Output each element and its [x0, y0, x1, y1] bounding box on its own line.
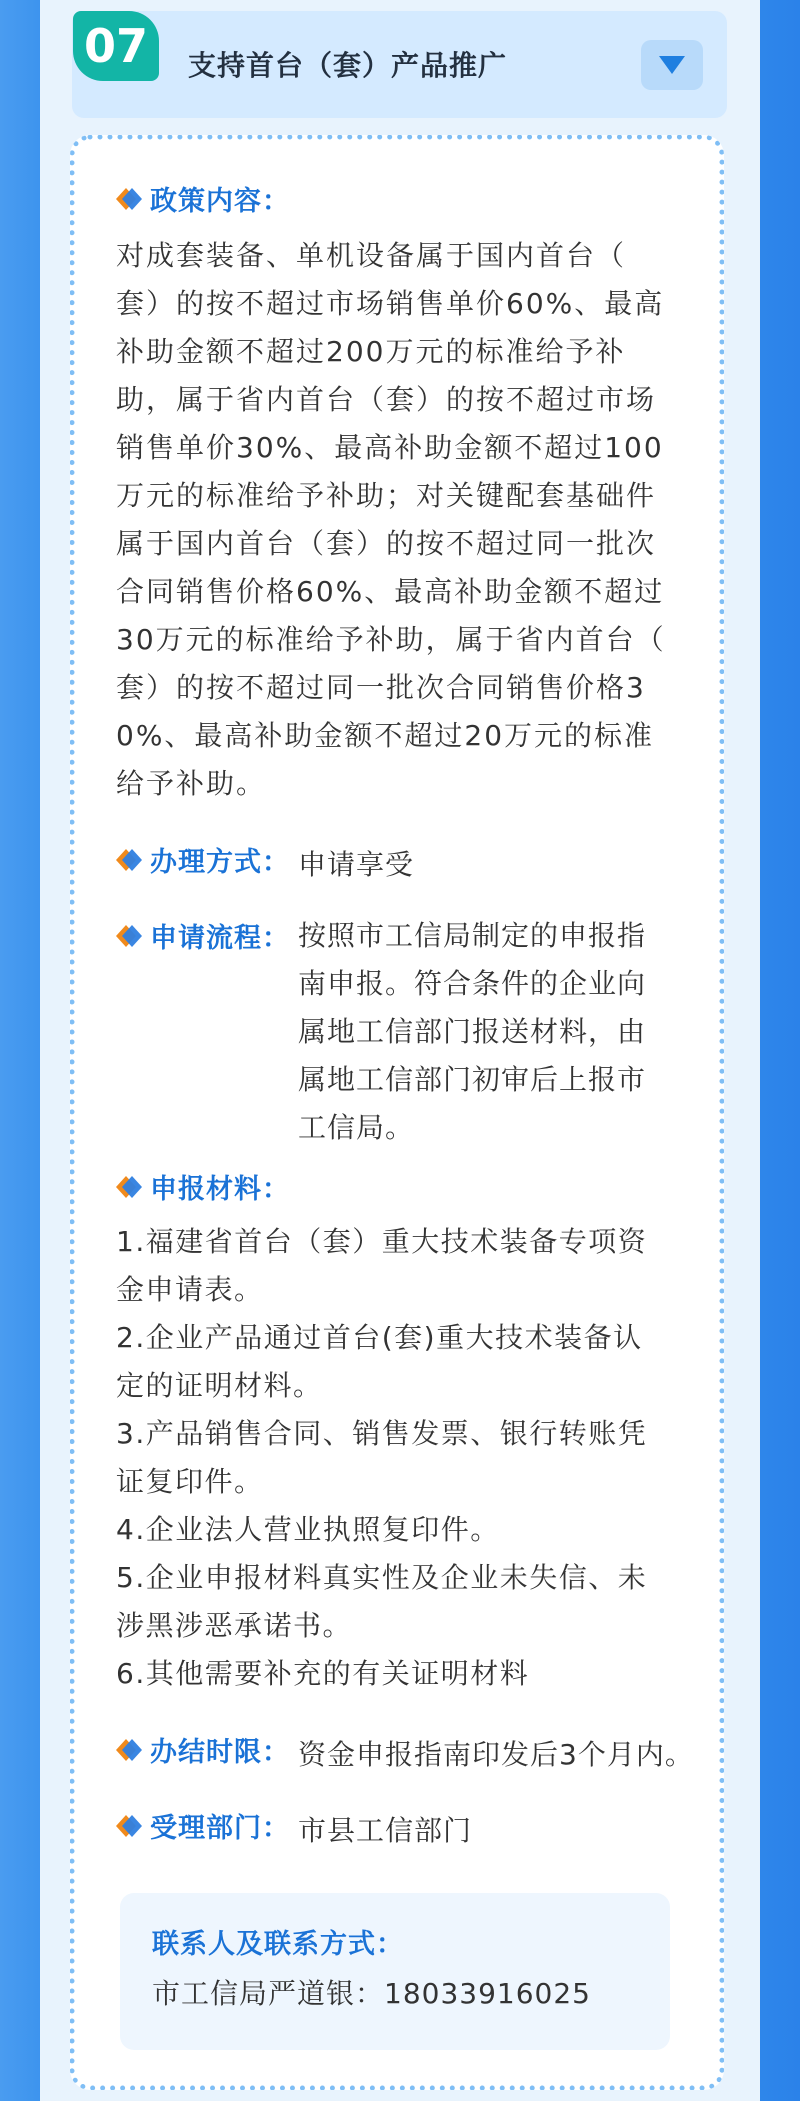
contact-title: 联系人及联系方式：	[152, 1929, 404, 1960]
materials-line: 5.企业申报材料真实性及企业未失信、未	[116, 1561, 648, 1594]
process-label-row	[116, 916, 290, 955]
method-label-row	[116, 840, 290, 879]
section-title: 支持首台（套）产品推广	[188, 49, 508, 82]
process-label: 申请流程：	[150, 923, 290, 954]
diamond-icon	[116, 186, 142, 212]
policy-line: 给予补助。	[116, 767, 267, 800]
policy-line: 0%、最高补助金额不超过20万元的标准	[116, 719, 655, 752]
department-label-row	[116, 1806, 290, 1845]
policy-line: 套）的按不超过同一批次合同销售价格3	[116, 671, 646, 704]
policy-label: 政策内容：	[150, 186, 290, 217]
materials-line: 涉黑涉恶承诺书。	[116, 1609, 353, 1642]
diamond-icon	[116, 1813, 142, 1839]
deadline-label-row	[116, 1730, 290, 1769]
policy-line: 合同销售价格60%、最高补助金额不超过	[116, 575, 665, 608]
materials-line: 3.产品销售合同、销售发票、银行转账凭	[116, 1417, 648, 1450]
materials-line: 2.企业产品通过首台(套)重大技术装备认	[116, 1321, 643, 1354]
policy-line: 助，属于省内首台（套）的按不超过市场	[116, 383, 657, 416]
triangle-down-icon	[657, 54, 687, 76]
method-label: 办理方式：	[150, 847, 290, 878]
department-label: 受理部门：	[150, 1813, 290, 1844]
expand-toggle-button[interactable]	[641, 40, 703, 90]
process-line: 南申报。符合条件的企业向	[298, 967, 647, 1000]
method-value: 申请享受	[298, 848, 415, 881]
policy-line: 属于国内首台（套）的按不超过同一批次	[116, 527, 657, 560]
process-line: 属地工信部门报送材料，由	[298, 1015, 647, 1048]
materials-label: 申报材料：	[150, 1174, 290, 1205]
policy-line: 30万元的标准给予补助，属于省内首台（	[116, 623, 666, 656]
policy-line: 对成套装备、单机设备属于国内首台（	[116, 239, 627, 272]
materials-line: 1.福建省首台（套）重大技术装备专项资	[116, 1225, 648, 1258]
policy-line: 万元的标准给予补助；对关键配套基础件	[116, 479, 657, 512]
contact-info[interactable]: 市工信局严道银：18033916025	[152, 1977, 591, 2010]
diamond-icon	[116, 847, 142, 873]
materials-line: 4.企业法人营业执照复印件。	[116, 1513, 500, 1546]
deadline-value: 资金申报指南印发后3个月内。	[298, 1738, 694, 1771]
policy-label-row	[116, 179, 290, 218]
policy-line: 销售单价30%、最高补助金额不超过100	[116, 431, 664, 464]
section-number-badge: 07	[73, 11, 159, 81]
policy-line: 套）的按不超过市场销售单价60%、最高	[116, 287, 665, 320]
materials-line: 证复印件。	[116, 1465, 264, 1498]
materials-label-row	[116, 1167, 290, 1206]
materials-line: 金申请表。	[116, 1273, 264, 1306]
process-line: 工信局。	[298, 1111, 415, 1144]
materials-line: 定的证明材料。	[116, 1369, 323, 1402]
diamond-icon	[116, 923, 142, 949]
department-value: 市县工信部门	[298, 1814, 473, 1847]
diamond-icon	[116, 1174, 142, 1200]
diamond-icon	[116, 1737, 142, 1763]
process-line: 属地工信部门初审后上报市	[298, 1063, 647, 1096]
deadline-label: 办结时限：	[150, 1737, 290, 1768]
policy-line: 补助金额不超过200万元的标准给予补	[116, 335, 626, 368]
materials-line: 6.其他需要补充的有关证明材料	[116, 1657, 530, 1690]
process-line: 按照市工信局制定的申报指	[298, 919, 647, 952]
